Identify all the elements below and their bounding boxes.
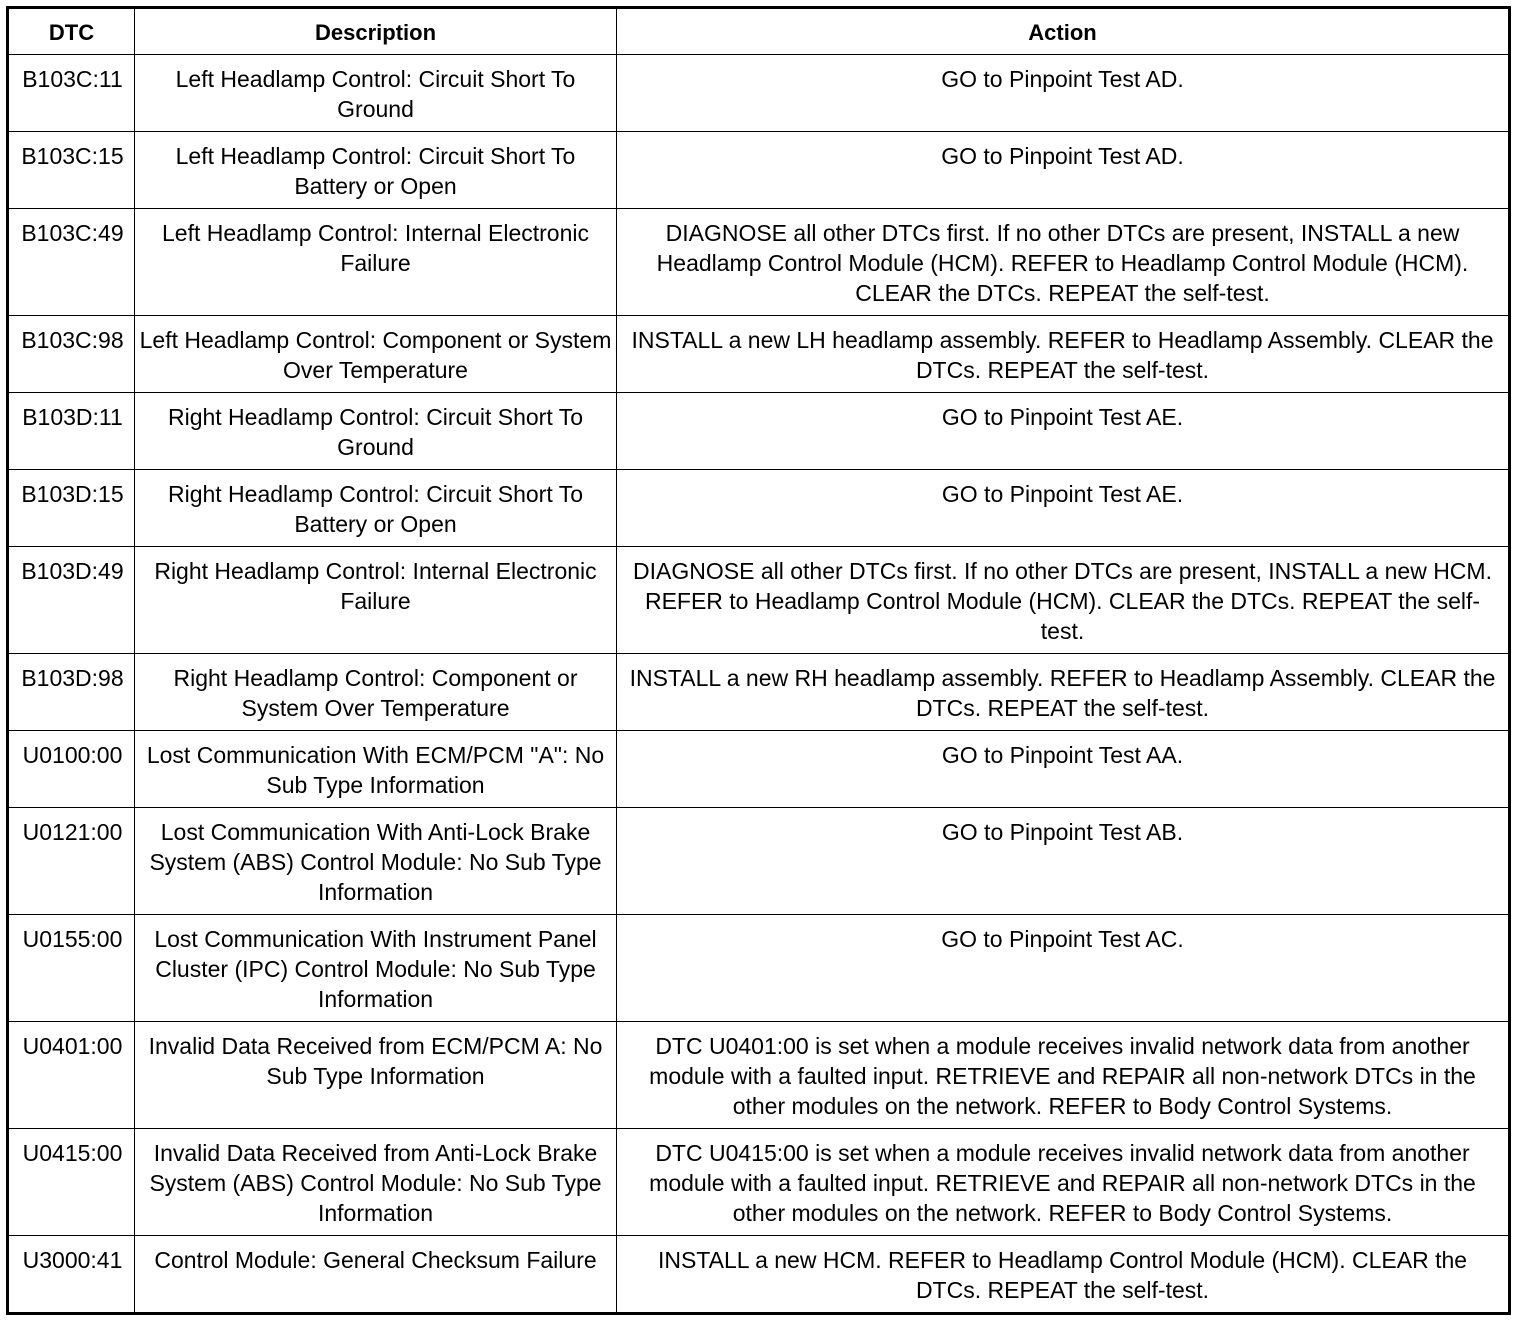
dtc-action: DTC U0415:00 is set when a module receives invalid network data from another module with a faulted input. RETRIEVE and REPAIR all non-network DTCs in the other modules on the network. REFER to Body Control Systems. xyxy=(617,1129,1510,1236)
header-dtc: DTC xyxy=(8,8,135,55)
table-row xyxy=(8,1129,1510,1236)
table-row xyxy=(8,470,1510,547)
dtc-code: U3000:41 xyxy=(8,1236,135,1314)
dtc-action: GO to Pinpoint Test AB. xyxy=(617,808,1510,915)
dtc-action: GO to Pinpoint Test AE. xyxy=(617,393,1510,470)
table-row xyxy=(8,731,1510,808)
dtc-action: INSTALL a new RH headlamp assembly. REFER to Headlamp Assembly. CLEAR the DTCs. REPEAT the self-test. xyxy=(617,654,1510,731)
dtc-description: Left Headlamp Control: Component or System Over Temperature xyxy=(135,316,617,393)
dtc-description: Lost Communication With Instrument Panel Cluster (IPC) Control Module: No Sub Type Information xyxy=(135,915,617,1022)
dtc-description: Invalid Data Received from Anti-Lock Brake System (ABS) Control Module: No Sub Type Information xyxy=(135,1129,617,1236)
table-row xyxy=(8,209,1510,316)
table-row xyxy=(8,55,1510,132)
dtc-action: GO to Pinpoint Test AD. xyxy=(617,132,1510,209)
dtc-code: U0121:00 xyxy=(8,808,135,915)
table-row xyxy=(8,132,1510,209)
table-body xyxy=(8,55,1510,1314)
table-row xyxy=(8,316,1510,393)
dtc-code: B103C:15 xyxy=(8,132,135,209)
table-row xyxy=(8,393,1510,470)
dtc-code: B103C:98 xyxy=(8,316,135,393)
dtc-description: Left Headlamp Control: Circuit Short To Battery or Open xyxy=(135,132,617,209)
dtc-description: Lost Communication With ECM/PCM "A": No Sub Type Information xyxy=(135,731,617,808)
dtc-table xyxy=(6,6,1511,1315)
dtc-action: GO to Pinpoint Test AD. xyxy=(617,55,1510,132)
dtc-code: U0100:00 xyxy=(8,731,135,808)
dtc-code: B103C:49 xyxy=(8,209,135,316)
dtc-description: Lost Communication With Anti-Lock Brake System (ABS) Control Module: No Sub Type Information xyxy=(135,808,617,915)
header-description: Description xyxy=(135,8,617,55)
dtc-code: U0415:00 xyxy=(8,1129,135,1236)
dtc-code: B103D:98 xyxy=(8,654,135,731)
dtc-action: GO to Pinpoint Test AC. xyxy=(617,915,1510,1022)
dtc-description: Right Headlamp Control: Component or System Over Temperature xyxy=(135,654,617,731)
dtc-description: Right Headlamp Control: Circuit Short To Ground xyxy=(135,393,617,470)
table-row xyxy=(8,547,1510,654)
header-row xyxy=(8,8,1510,55)
dtc-action: INSTALL a new HCM. REFER to Headlamp Control Module (HCM). CLEAR the DTCs. REPEAT the self-test. xyxy=(617,1236,1510,1314)
dtc-action: DIAGNOSE all other DTCs first. If no other DTCs are present, INSTALL a new Headlamp Control Module (HCM). REFER to Headlamp Control Module (HCM). CLEAR the DTCs. REPEAT the self-test. xyxy=(617,209,1510,316)
dtc-code: B103D:11 xyxy=(8,393,135,470)
dtc-description: Right Headlamp Control: Circuit Short To Battery or Open xyxy=(135,470,617,547)
table-row xyxy=(8,915,1510,1022)
dtc-action: GO to Pinpoint Test AE. xyxy=(617,470,1510,547)
dtc-code: B103D:49 xyxy=(8,547,135,654)
table-header xyxy=(8,8,1510,55)
header-action: Action xyxy=(617,8,1510,55)
dtc-description: Control Module: General Checksum Failure xyxy=(135,1236,617,1314)
dtc-code: U0155:00 xyxy=(8,915,135,1022)
dtc-code: U0401:00 xyxy=(8,1022,135,1129)
dtc-action: INSTALL a new LH headlamp assembly. REFER to Headlamp Assembly. CLEAR the DTCs. REPEAT the self-test. xyxy=(617,316,1510,393)
dtc-code: B103C:11 xyxy=(8,55,135,132)
table-row xyxy=(8,654,1510,731)
table-row xyxy=(8,1022,1510,1129)
dtc-action: DIAGNOSE all other DTCs first. If no other DTCs are present, INSTALL a new HCM. REFER to Headlamp Control Module (HCM). CLEAR the DTCs. REPEAT the self-test. xyxy=(617,547,1510,654)
dtc-description: Left Headlamp Control: Circuit Short To Ground xyxy=(135,55,617,132)
dtc-description: Left Headlamp Control: Internal Electronic Failure xyxy=(135,209,617,316)
dtc-description: Invalid Data Received from ECM/PCM A: No Sub Type Information xyxy=(135,1022,617,1129)
dtc-action: DTC U0401:00 is set when a module receives invalid network data from another module with a faulted input. RETRIEVE and REPAIR all non-network DTCs in the other modules on the network. REFER to Body Control Systems. xyxy=(617,1022,1510,1129)
table-row xyxy=(8,1236,1510,1314)
table-row xyxy=(8,808,1510,915)
dtc-code: B103D:15 xyxy=(8,470,135,547)
dtc-action: GO to Pinpoint Test AA. xyxy=(617,731,1510,808)
dtc-description: Right Headlamp Control: Internal Electronic Failure xyxy=(135,547,617,654)
